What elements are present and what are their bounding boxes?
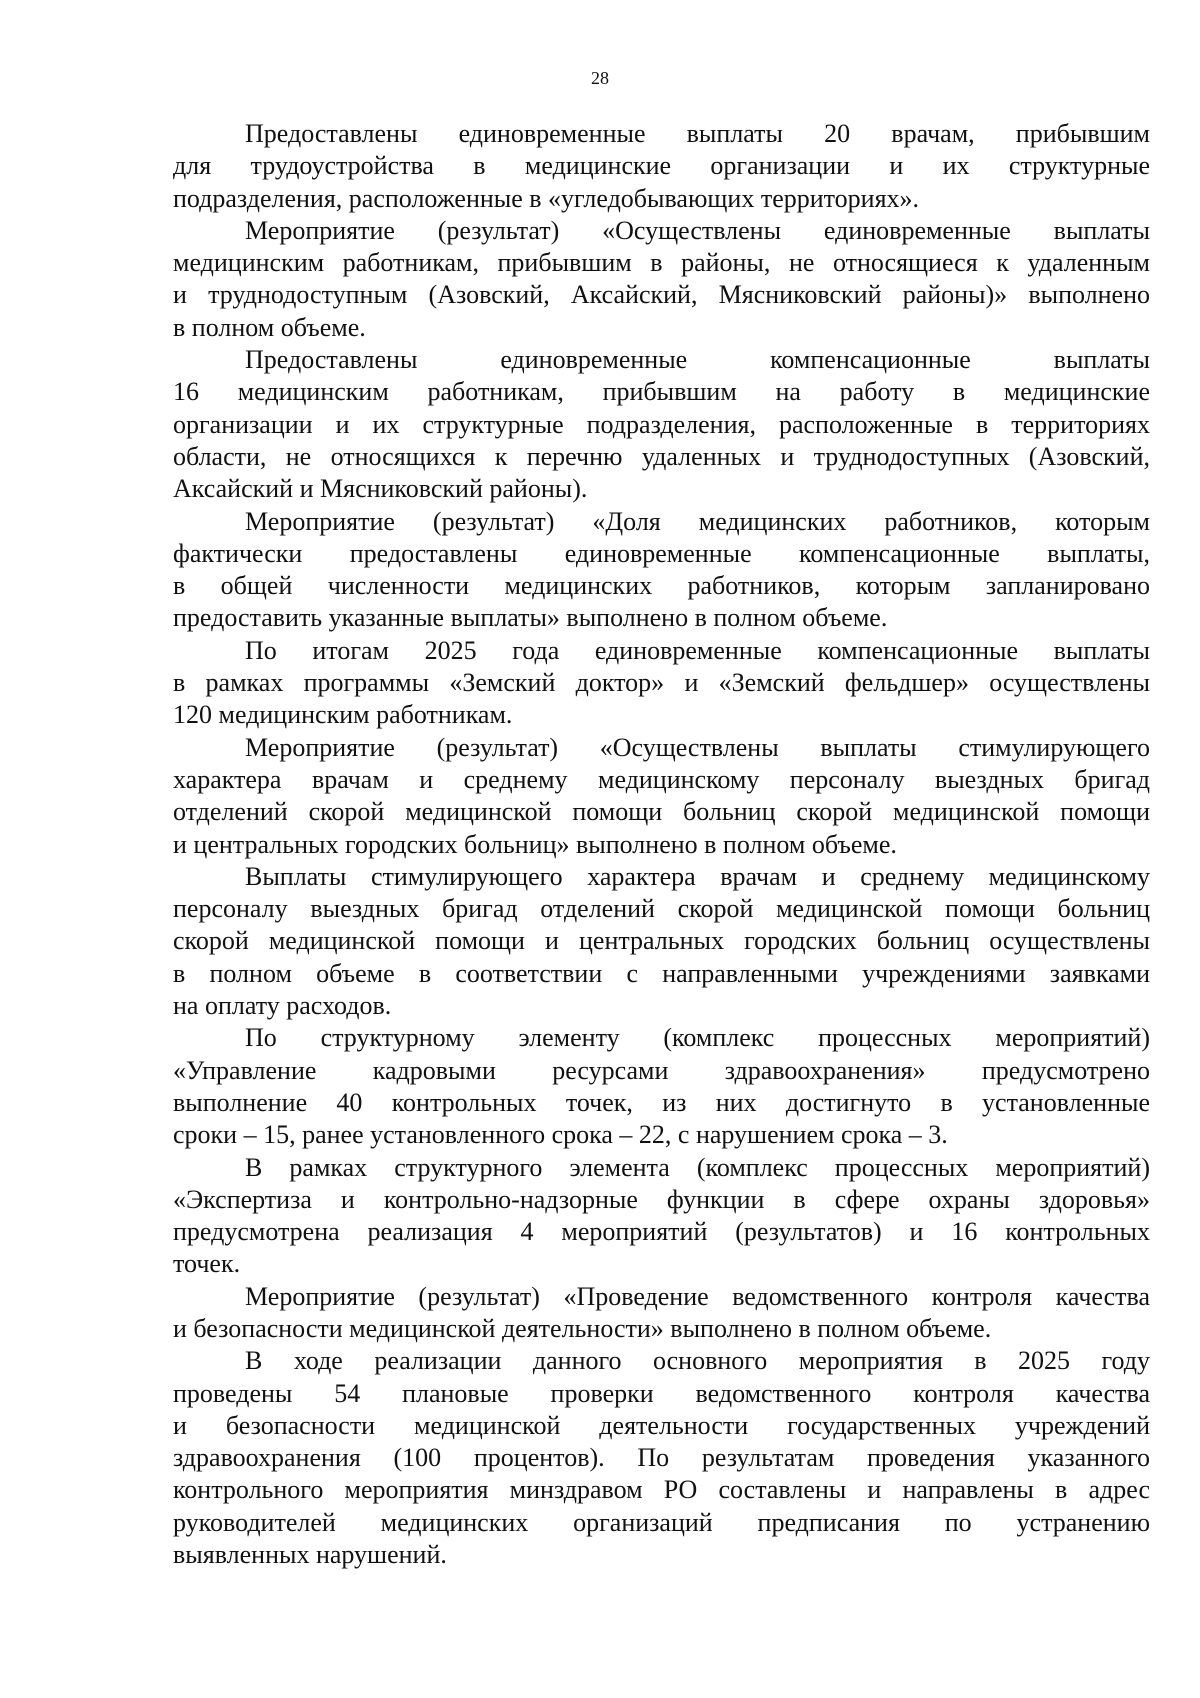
paragraph-line: и безопасности медицинской деятельности» выполнено в полном объеме. (173, 1313, 992, 1343)
paragraph-line: в полном объеме в соответствии с направленными учреждениями заявками (173, 958, 1150, 988)
paragraph-line: Мероприятие (результат) «Осуществлены единовременные выплаты (245, 215, 1150, 245)
paragraph-line: В рамках структурного элемента (комплекс процессных мероприятий) (245, 1152, 1150, 1182)
paragraph (173, 215, 1150, 344)
paragraph-line: в общей численности медицинских работников, которым запланировано (173, 571, 1150, 601)
paragraph-line: предусмотрена реализация 4 мероприятий (результатов) и 16 контрольных (173, 1217, 1150, 1247)
paragraph-line: Мероприятие (результат) «Доля медицинских работников, которым (245, 506, 1150, 536)
paragraph (173, 344, 1150, 505)
paragraph-line: на оплату расходов. (173, 991, 392, 1021)
paragraph-line: Аксайский и Мясниковский районы). (173, 474, 588, 504)
paragraph-line: подразделения, расположенные в «угледобывающих территориях». (173, 183, 920, 213)
paragraph-line: предоставить указанные выплаты» выполнено в полном объеме. (173, 603, 888, 633)
document-body (173, 118, 1150, 1571)
paragraph-line: характера врачам и среднему медицинскому персоналу выездных бригад (173, 764, 1150, 794)
paragraph (173, 118, 1150, 215)
paragraph (173, 1022, 1150, 1151)
paragraph-line: контрольного мероприятия минздравом РО составлены и направлены в адрес (173, 1475, 1150, 1505)
paragraph-line: в полном объеме. (173, 312, 366, 342)
paragraph (173, 1152, 1150, 1281)
paragraph (173, 506, 1150, 635)
paragraph-line: для трудоустройства в медицинские организации и их структурные (173, 151, 1150, 181)
paragraph-line: проведены 54 плановые проверки ведомственного контроля качества (173, 1378, 1150, 1408)
paragraph (173, 1345, 1150, 1571)
paragraph-line: и безопасности медицинской деятельности государственных учреждений (173, 1410, 1150, 1440)
paragraph (173, 861, 1150, 1022)
paragraph-line: Мероприятие (результат) «Осуществлены выплаты стимулирующего (245, 732, 1150, 762)
page-number: 28 (591, 68, 609, 88)
paragraph-line: 16 медицинским работникам, прибывшим на работу в медицинские (173, 377, 1150, 407)
paragraph-line: выполнение 40 контрольных точек, из них достигнуто в установленные (173, 1087, 1150, 1117)
paragraph-line: руководителей медицинских организаций предписания по устранению (173, 1507, 1150, 1537)
paragraph-line: и труднодоступным (Азовский, Аксайский, Мясниковский районы)» выполнено (173, 280, 1150, 310)
paragraph-line: и центральных городских больниц» выполнено в полном объеме. (173, 829, 897, 859)
paragraph-line: медицинским работникам, прибывшим в районы, не относящиеся к удаленным (173, 248, 1150, 278)
paragraph-line: организации и их структурные подразделения, расположенные в территориях (173, 409, 1150, 439)
paragraph-line: персоналу выездных бригад отделений скорой медицинской помощи больниц (173, 894, 1150, 924)
paragraph-line: «Экспертиза и контрольно-надзорные функции в сфере охраны здоровья» (173, 1184, 1150, 1214)
paragraph (173, 635, 1150, 732)
paragraph-line: фактически предоставлены единовременные компенсационные выплаты, (173, 538, 1150, 568)
paragraph-line: 120 медицинским работникам. (173, 700, 513, 730)
paragraph-line: По структурному элементу (комплекс процессных мероприятий) (245, 1023, 1150, 1053)
paragraph-line: Мероприятие (результат) «Проведение ведомственного контроля качества (245, 1281, 1150, 1311)
paragraph-line: скорой медицинской помощи и центральных городских больниц осуществлены (173, 926, 1150, 956)
paragraph-line: в рамках программы «Земский доктор» и «Земский фельдшер» осуществлены (173, 668, 1150, 698)
paragraph-line: выявленных нарушений. (173, 1540, 447, 1570)
paragraph (173, 732, 1150, 861)
paragraph-line: точек. (173, 1249, 241, 1279)
paragraph-line: Предоставлены единовременные выплаты 20 врачам, прибывшим (245, 119, 1150, 148)
paragraph-line: В ходе реализации данного основного мероприятия в 2025 году (245, 1346, 1150, 1376)
paragraph (173, 1281, 1150, 1346)
paragraph-line: «Управление кадровыми ресурсами здравоохранения» предусмотрено (173, 1055, 1150, 1085)
paragraph-line: Выплаты стимулирующего характера врачам и среднему медицинскому (245, 861, 1150, 891)
paragraph-line: сроки – 15, ранее установленного срока – 22, с нарушением срока – 3. (173, 1120, 948, 1150)
paragraph-line: здравоохранения (100 процентов). По результатам проведения указанного (173, 1443, 1150, 1473)
paragraph-line: области, не относящихся к перечню удаленных и труднодоступных (Азовский, (173, 441, 1150, 471)
paragraph-line: отделений скорой медицинской помощи больниц скорой медицинской помощи (173, 797, 1150, 827)
paragraph-line: Предоставлены единовременные компенсационные выплаты (245, 345, 1150, 375)
paragraph-line: По итогам 2025 года единовременные компенсационные выплаты (245, 635, 1150, 665)
